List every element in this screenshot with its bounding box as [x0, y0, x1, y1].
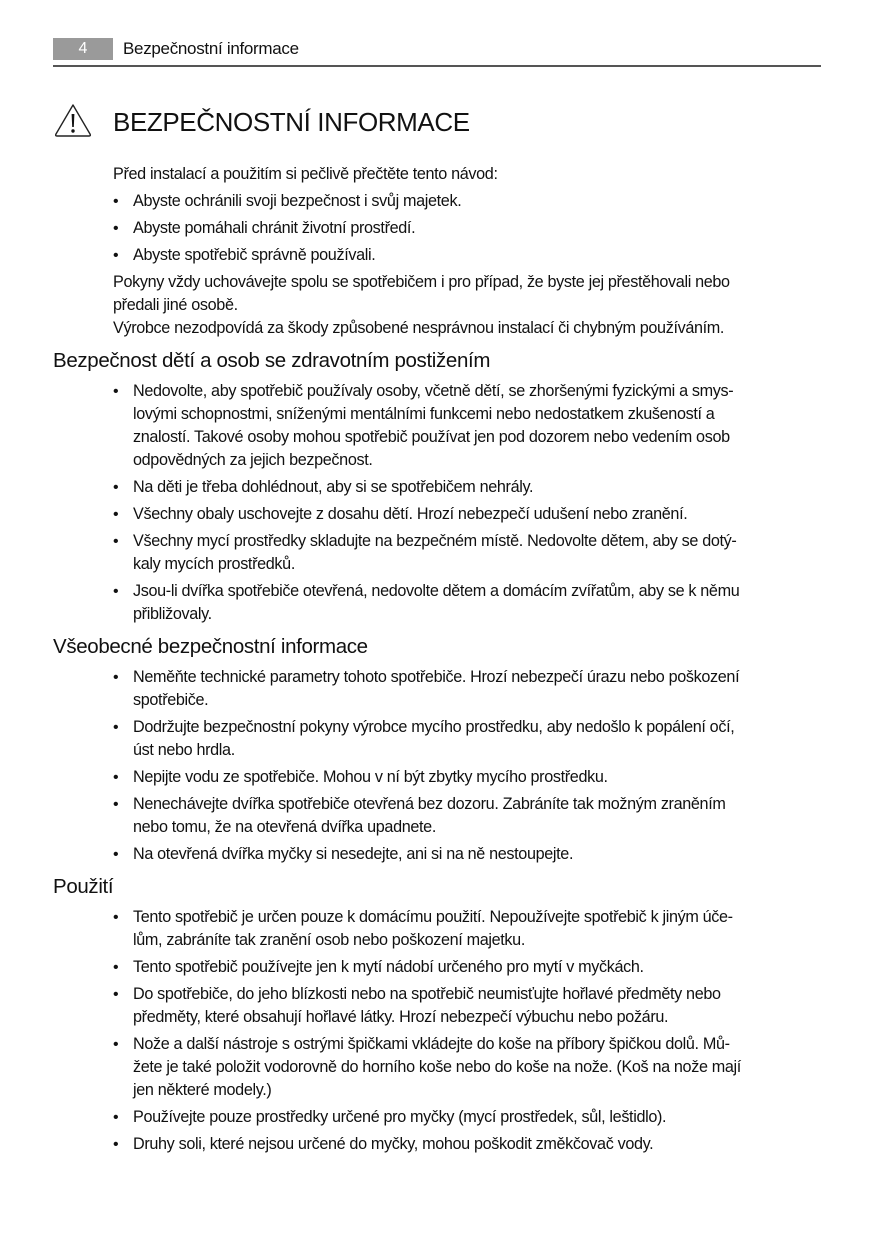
text-line: Na děti je třeba dohlédnout, aby si se spotřebičem nehrály. — [133, 478, 534, 496]
bullet-item — [113, 244, 875, 267]
bullet-item — [113, 503, 875, 526]
warning-triangle-icon — [54, 103, 92, 137]
text-line: Na otevřená dvířka myčky si nesedejte, ani si na ně nestoupejte. — [133, 845, 574, 863]
bullet-item — [113, 983, 875, 1029]
bullet-icon: • — [113, 769, 119, 786]
section-heading: Všeobecné bezpečnostní informace — [53, 635, 368, 658]
bullet-text — [133, 956, 644, 979]
bullet-icon: • — [113, 669, 119, 686]
bullet-text — [133, 843, 573, 866]
bullet-text — [133, 906, 733, 952]
bullet-item — [113, 793, 875, 839]
bullet-icon: • — [113, 479, 119, 496]
bullet-item — [113, 380, 875, 472]
bullet-icon: • — [113, 796, 119, 813]
bullet-icon: • — [113, 986, 119, 1003]
bullet-icon: • — [113, 959, 119, 976]
section-heading: Bezpečnost dětí a osob se zdravotním postižením — [53, 349, 491, 372]
bullet-icon: • — [113, 220, 119, 237]
bullet-text — [133, 244, 375, 267]
text-line: znalostí. Takové osoby mohou spotřebič používat jen pod dozorem nebo vedením osob — [133, 428, 730, 446]
intro-lead: Před instalací a použitím si pečlivě přečtěte tento návod: — [113, 165, 498, 183]
bullet-item — [113, 716, 875, 762]
bullet-item — [113, 956, 875, 979]
bullet-item — [113, 190, 875, 213]
text-line: spotřebiče. — [133, 691, 209, 709]
header-rule — [53, 65, 821, 67]
bullet-icon: • — [113, 909, 119, 926]
bullet-item — [113, 843, 875, 866]
page-number: 4 — [53, 38, 113, 60]
bullet-item — [113, 217, 875, 240]
text-line: jen některé modely.) — [133, 1081, 272, 1099]
text-line: úst nebo hrdla. — [133, 741, 235, 759]
text-line: odpovědných za jejich bezpečnost. — [133, 451, 373, 469]
text-line: předali jiné osobě. — [113, 296, 238, 314]
bullet-item — [113, 580, 875, 626]
bullet-text — [133, 793, 726, 839]
running-header: Bezpečnostní informace — [123, 39, 299, 58]
text-line: nebo tomu, že na otevřená dvířka upadnete. — [133, 818, 436, 836]
section — [0, 348, 875, 626]
bullet-text — [133, 983, 721, 1029]
page-title: BEZPEČNOSTNÍ INFORMACE — [113, 107, 470, 137]
bullet-icon: • — [113, 193, 119, 210]
bullet-item — [113, 906, 875, 952]
bullet-item — [113, 1106, 875, 1129]
text-line: lům, zabráníte tak zranění osob nebo poškození majetku. — [133, 931, 525, 949]
bullet-text — [133, 380, 733, 472]
bullet-text — [133, 476, 533, 499]
bullet-item — [113, 1033, 875, 1102]
text-line: Tento spotřebič používejte jen k mytí nádobí určeného pro mytí v myčkách. — [133, 958, 644, 976]
text-line: Pokyny vždy uchovávejte spolu se spotřebičem i pro případ, že byste jej přestěhovali nebo — [113, 273, 730, 291]
bullet-text — [133, 530, 736, 576]
text-line: přibližovaly. — [133, 605, 212, 623]
section-heading: Použití — [53, 875, 114, 898]
section — [0, 634, 875, 866]
bullet-icon: • — [113, 846, 119, 863]
bullet-item — [113, 1133, 875, 1156]
text-line: Abyste ochránili svoji bezpečnost i svůj majetek. — [133, 192, 462, 210]
bullet-icon: • — [113, 533, 119, 550]
text-line: kaly mycích prostředků. — [133, 555, 295, 573]
intro-block — [113, 163, 875, 340]
text-line: Nepijte vodu ze spotřebiče. Mohou v ní být zbytky mycího prostředku. — [133, 768, 608, 786]
text-line: Do spotřebiče, do jeho blízkosti nebo na spotřebič neumisťujte hořlavé předměty nebo — [133, 985, 721, 1003]
section — [0, 874, 875, 1156]
text-line: Nedovolte, aby spotřebič používaly osoby, včetně dětí, se zhoršenými fyzickými a smys- — [133, 382, 734, 400]
text-line: Výrobce nezodpovídá za škody způsobené nesprávnou instalací či chybným používáním. — [113, 319, 725, 337]
bullet-icon: • — [113, 1036, 119, 1053]
text-line: Neměňte technické parametry tohoto spotřebiče. Hrozí nebezpečí úrazu nebo poškození — [133, 668, 740, 686]
text-line: Nože a další nástroje s ostrými špičkami vkládejte do koše na příbory špičkou dolů. Mů- — [133, 1035, 730, 1053]
bullet-text — [133, 1033, 741, 1102]
bullet-text — [133, 190, 461, 213]
bullet-item — [113, 766, 875, 789]
bullet-text — [133, 503, 687, 526]
text-line: Všechny obaly uschovejte z dosahu dětí. Hrozí nebezpečí udušení nebo zranění. — [133, 505, 688, 523]
intro-paragraph — [113, 271, 875, 317]
text-line: Abyste pomáhali chránit životní prostředí. — [133, 219, 416, 237]
bullet-text — [133, 580, 739, 626]
bullet-icon: • — [113, 1136, 119, 1153]
text-line: Nenechávejte dvířka spotřebiče otevřená bez dozoru. Zabráníte tak možným zraněním — [133, 795, 726, 813]
bullet-item — [113, 666, 875, 712]
text-line: Všechny mycí prostředky skladujte na bezpečném místě. Nedovolte dětem, aby se dotý- — [133, 532, 737, 550]
bullet-icon: • — [113, 583, 119, 600]
bullet-item — [113, 476, 875, 499]
bullet-item — [113, 530, 875, 576]
text-line: Tento spotřebič je určen pouze k domácímu použití. Nepoužívejte spotřebič k jiným úče- — [133, 908, 733, 926]
bullet-text — [133, 666, 739, 712]
bullet-text — [133, 766, 608, 789]
text-line: Abyste spotřebič správně používali. — [133, 246, 376, 264]
text-line: žete je také položit vodorovně do horního koše nebo do koše na nože. (Koš na nože mají — [133, 1058, 741, 1076]
intro-paragraph — [113, 317, 875, 340]
bullet-icon: • — [113, 1109, 119, 1126]
content — [0, 163, 875, 1160]
bullet-text — [133, 217, 415, 240]
text-line: předměty, které obsahují hořlavé látky. Hrozí nebezpečí výbuchu nebo požáru. — [133, 1008, 669, 1026]
text-line: lovými schopnostmi, sníženými mentálními funkcemi nebo nedostatkem zkušeností a — [133, 405, 715, 423]
bullet-icon: • — [113, 719, 119, 736]
bullet-text — [133, 1133, 653, 1156]
text-line: Používejte pouze prostředky určené pro myčky (mycí prostředek, sůl, leštidlo). — [133, 1108, 667, 1126]
text-line: Jsou-li dvířka spotřebiče otevřená, nedovolte dětem a domácím zvířatům, aby se k němu — [133, 582, 740, 600]
text-line: Dodržujte bezpečnostní pokyny výrobce mycího prostředku, aby nedošlo k popálení očí, — [133, 718, 735, 736]
bullet-text — [133, 716, 734, 762]
bullet-icon: • — [113, 506, 119, 523]
text-line: Druhy soli, které nejsou určené do myčky, mohou poškodit změkčovač vody. — [133, 1135, 654, 1153]
bullet-text — [133, 1106, 666, 1129]
bullet-icon: • — [113, 247, 119, 264]
bullet-icon: • — [113, 383, 119, 400]
